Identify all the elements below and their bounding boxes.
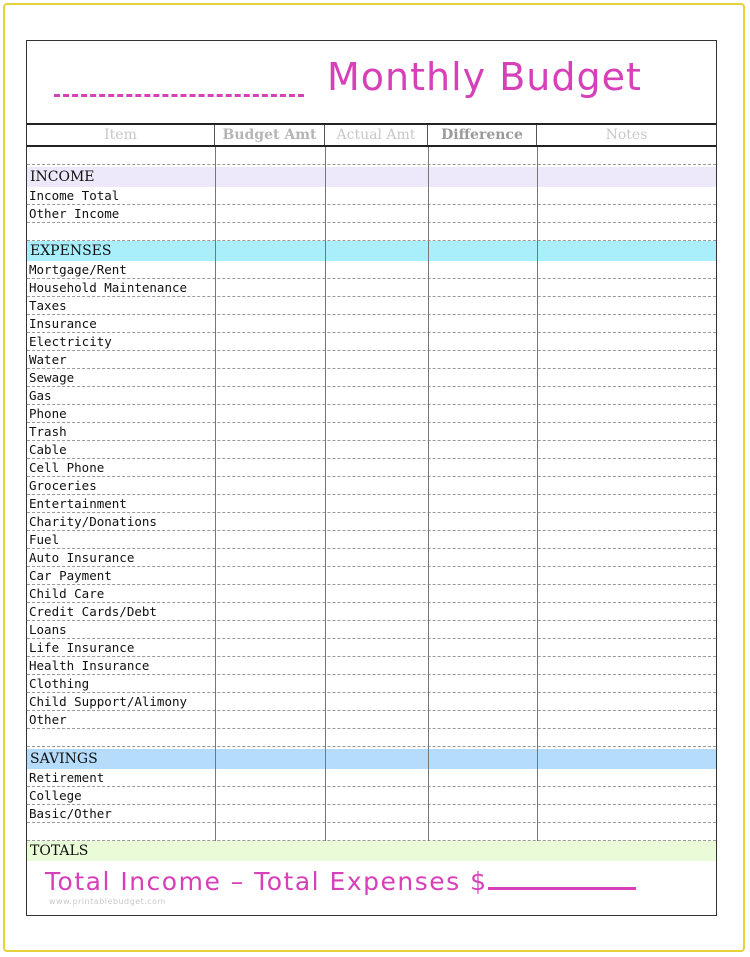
table-row[interactable] (27, 423, 716, 441)
row-label: Cell Phone (29, 460, 105, 475)
watermark: www.printablebudget.com (49, 897, 166, 906)
table-row[interactable] (27, 729, 716, 747)
row-label: Trash (29, 424, 67, 439)
table-row[interactable] (27, 387, 716, 405)
column-divider (325, 147, 326, 841)
table-row[interactable] (27, 441, 716, 459)
budget-sheet (26, 40, 717, 916)
row-label: Electricity (29, 334, 112, 349)
table-row[interactable] (27, 477, 716, 495)
name-blank-line[interactable] (54, 61, 304, 97)
row-label: Income Total (29, 188, 120, 203)
row-label: Auto Insurance (29, 550, 135, 565)
table-row[interactable] (27, 549, 716, 567)
section-header-savings: SAVINGS (27, 749, 716, 769)
table-row[interactable] (27, 147, 716, 165)
row-label: Clothing (29, 676, 90, 691)
row-label: Charity/Donations (29, 514, 157, 529)
row-label: College (29, 788, 82, 803)
table-row[interactable] (27, 711, 716, 729)
table-row[interactable] (27, 315, 716, 333)
table-row[interactable] (27, 567, 716, 585)
title-area (27, 41, 716, 124)
row-label: Loans (29, 622, 67, 637)
row-label: Phone (29, 406, 67, 421)
row-label: Other Income (29, 206, 120, 221)
table-row[interactable] (27, 405, 716, 423)
row-label: Credit Cards/Debt (29, 604, 157, 619)
column-header-budget: Budget Amt (215, 125, 325, 145)
table-row[interactable] (27, 297, 716, 315)
row-label: Household Maintenance (29, 280, 188, 295)
column-header-difference: Difference (428, 125, 537, 145)
table-row[interactable] (27, 223, 716, 241)
row-label: Sewage (29, 370, 75, 385)
column-divider (215, 147, 216, 841)
table-row[interactable] (27, 675, 716, 693)
column-header-actual: Actual Amt (325, 125, 428, 145)
row-label: Basic/Other (29, 806, 112, 821)
total-formula-text: Total Income – Total Expenses $ (45, 867, 488, 896)
table-row[interactable] (27, 279, 716, 297)
table-row[interactable] (27, 261, 716, 279)
row-label: Retirement (29, 770, 105, 785)
table-row[interactable] (27, 585, 716, 603)
page-title: Monthly Budget (327, 55, 642, 99)
column-header-notes: Notes (605, 127, 648, 143)
row-label: Life Insurance (29, 640, 135, 655)
table-row[interactable] (27, 459, 716, 477)
table-row[interactable] (27, 805, 716, 823)
column-divider (428, 147, 429, 841)
row-label: Mortgage/Rent (29, 262, 127, 277)
table-row[interactable] (27, 513, 716, 531)
row-label: Health Insurance (29, 658, 150, 673)
table-row[interactable] (27, 369, 716, 387)
column-header-row (27, 123, 716, 147)
row-label: Entertainment (29, 496, 127, 511)
table-row[interactable] (27, 787, 716, 805)
total-formula (45, 867, 636, 896)
table-row[interactable] (27, 351, 716, 369)
section-header-expenses: EXPENSES (27, 241, 716, 261)
row-label: Child Care (29, 586, 105, 601)
row-label: Car Payment (29, 568, 112, 583)
row-label: Insurance (29, 316, 97, 331)
row-label: Gas (29, 388, 52, 403)
table-row[interactable] (27, 603, 716, 621)
total-blank-line[interactable] (488, 867, 636, 890)
section-header-income: INCOME (27, 167, 716, 187)
table-row[interactable] (27, 823, 716, 841)
column-header-item: Item (27, 125, 215, 145)
table-row[interactable] (27, 333, 716, 351)
table-row[interactable] (27, 621, 716, 639)
table-row[interactable] (27, 657, 716, 675)
table-row[interactable] (27, 639, 716, 657)
row-label: Fuel (29, 532, 60, 547)
row-label: Groceries (29, 478, 97, 493)
table-row[interactable] (27, 769, 716, 787)
page-frame (3, 3, 745, 952)
row-label: Child Support/Alimony (29, 694, 188, 709)
section-header-totals: TOTALS (27, 841, 716, 861)
row-label: Taxes (29, 298, 67, 313)
row-label: Cable (29, 442, 67, 457)
table-row[interactable] (27, 205, 716, 223)
table-row[interactable] (27, 531, 716, 549)
table-row[interactable] (27, 187, 716, 205)
table-row[interactable] (27, 693, 716, 711)
column-divider (537, 147, 538, 841)
row-label: Other (29, 712, 67, 727)
row-label: Water (29, 352, 67, 367)
table-row[interactable] (27, 495, 716, 513)
